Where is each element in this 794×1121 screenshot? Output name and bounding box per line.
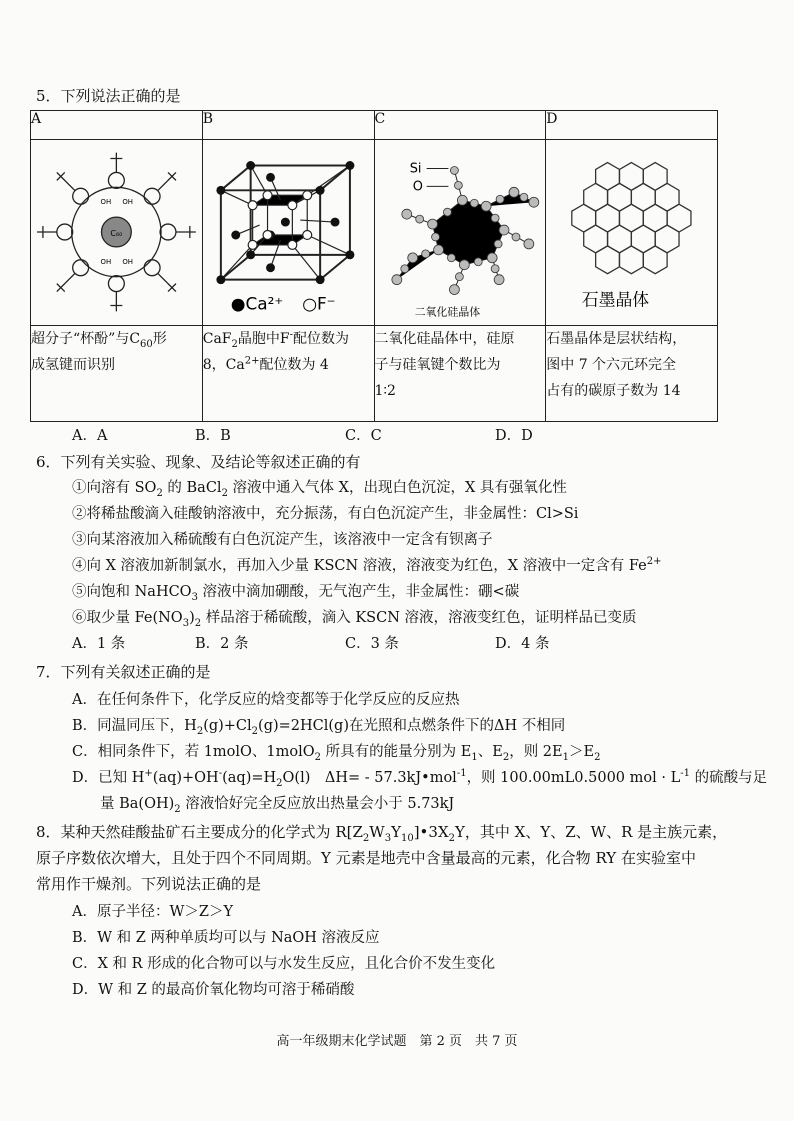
statement-a: 超分子“杯酚”与$C_{60}$形 成氢键而识别 [31,326,203,422]
o-label: O [412,179,423,195]
statement-b: CaF$_2$晶胞中F-配位数为 8，$Ca^{2+}$配位数为 4 [202,326,374,422]
q7-option-b: B．同温同压下，$H_2(g)+Cl_2(g)=2HCl(g)$在光照和点燃条件下的ΔH 不相同 [72,718,566,737]
q6-stem: 6．下列有关实验、现象、及结论等叙述正确的有 [36,453,361,471]
q7-option-d: D．已知 $H^+(aq)+OH^-(aq)=H_2O(l)$ ΔH= - 57.3kJ•mol$^{-1}$，则 100.00mL0.5000 mol · $L^{-1}$ 的硫酸与足 [72,768,768,789]
q7-option-c: C．相同条件下，若 1molO、1molO$_2$ 所具有的能量分别为 $E_1$、$E_2$，则 $2E_1>E_2$ [72,744,601,763]
calixarene-diagram [31,140,202,325]
q8-option-d: D．W 和 Z 的最高价氧化物均可溶于稀硝酸 [72,982,355,998]
header-c: C [374,111,546,140]
image-cell-c [374,140,546,326]
oh-label-1: OH [100,198,112,207]
q5-option-c: C．C [345,428,382,444]
q6-option-a: A．1 条 [72,636,126,652]
q8-stem-line-3: 常用作干燥剂。下列说法正确的是 [36,875,262,893]
f-legend: ○F⁻ [302,293,336,314]
oh-label-3: OH [100,257,112,266]
q6-statement-2: ②将稀盐酸滴入硅酸钠溶液中，充分振荡，有白色沉淀产生，非金属性：Cl>Si [72,506,579,522]
q5-table [30,110,718,422]
q6-option-b: B．2 条 [195,636,249,652]
statement-d: 石墨晶体是层状结构， 图中 7 个六元环完全 占有的碳原子数为 14 [546,326,718,422]
q7-option-a: A．在任何条件下，化学反应的焓变都等于化学反应的反应热 [72,692,460,708]
q6-option-c: C．3 条 [345,636,399,652]
c60-label: C₆₀ [110,228,123,238]
q6-statement-3: ③向某溶液加入稀硫酸有白色沉淀产生，该溶液中一定含有钡离子 [72,532,493,548]
image-cell-b [202,140,374,326]
q6-option-d: D．4 条 [495,636,550,652]
image-cell-a [31,140,203,326]
silica-crystal-diagram [375,140,546,325]
si-label: Si [409,161,422,177]
oh-label-2: OH [122,198,134,207]
q6-statement-5: ⑤向饱和 NaHCO$_3$ 溶液中滴加硼酸，无气泡产生，非金属性：硼<碳 [72,584,520,603]
statement-c: 二氧化硅晶体中，硅原 子与硅氧键个数比为 1∶2 [374,326,546,422]
q8-option-c: C．X 和 R 形成的化合物可以与水发生反应，且化合价不发生变化 [72,956,496,972]
graphite-caption: 石墨晶体 [581,289,650,310]
q5-option-b: B．B [195,428,231,444]
q5-option-d: D．D [495,428,533,444]
q8-stem-line-1: 8．某种天然硅酸盐矿石主要成分的化学式为 $R[Z_2W_3Y_{10}]•3X_2Y$，其中 X、Y、Z、W、R 是主族元素， [36,823,728,844]
page-footer: 高一年级期末化学试题 第 2 页 共 7 页 [276,1034,518,1049]
caf2-unit-cell-diagram [203,140,374,325]
q8-option-a: A．原子半径：W＞Z＞Y [72,904,234,920]
q6-statement-4: ④向 X 溶液加新制氯水，再加入少量 KSCN 溶液，溶液变为红色，X 溶液中一定含有 $Fe^{2+}$ [72,556,662,574]
oh-label-4: OH [122,257,134,266]
q6-statement-1: ①向溶有 $SO_2$ 的 BaCl$_2$ 溶液中通入气体 X，出现白色沉淀，X 具有强氧化性 [72,480,567,499]
image-cell-d [546,140,718,326]
q5-stem: 5．下列说法正确的是 [36,87,181,105]
graphite-crystal-diagram [546,140,717,325]
ca-legend: ●Ca²⁺ [230,293,284,314]
q7-stem: 7．下列有关叙述正确的是 [36,663,211,681]
header-d: D [546,111,718,140]
q6-statement-6: ⑥取少量 $Fe(NO_3)_2$ 样品溶于稀硫酸，滴入 KSCN 溶液，溶液变红色，证明样品已变质 [72,610,637,629]
silica-caption: 二氧化硅晶体 [414,305,480,319]
q8-stem-line-2: 原子序数依次增大，且处于四个不同周期。Y 元素是地壳中含量最高的元素，化合物 RY 在实验室中 [36,849,696,867]
q8-option-b: B．W 和 Z 两种单质均可以与 NaOH 溶液反应 [72,930,380,946]
header-a: A [31,111,203,140]
q7-option-d-continued: 量 $Ba(OH)_2$ 溶液恰好完全反应放出热量会小于 5.73kJ [100,796,455,815]
header-b: B [202,111,374,140]
q5-option-a: A．A [72,428,108,444]
